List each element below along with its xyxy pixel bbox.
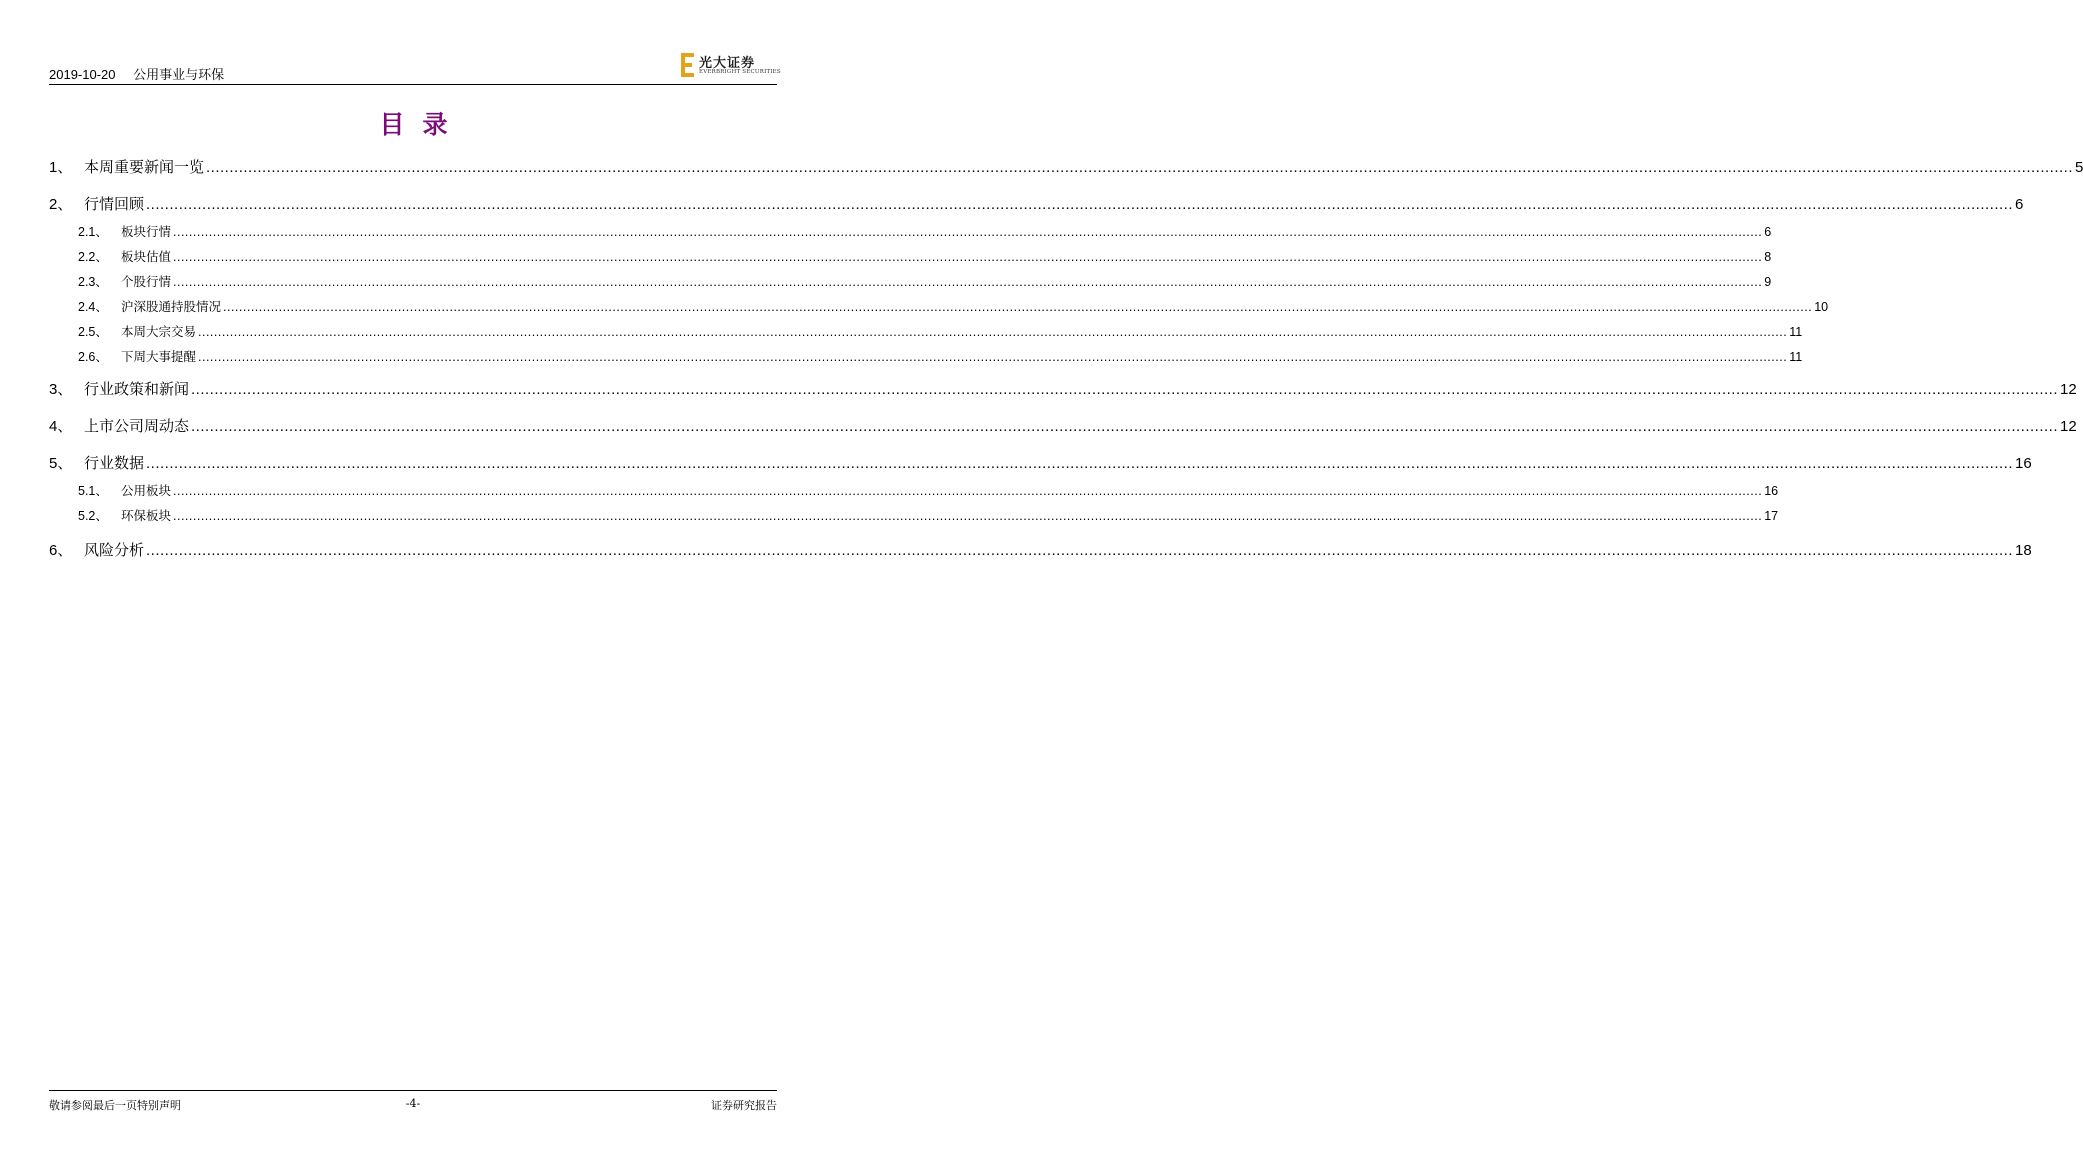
header-info bbox=[49, 64, 224, 83]
toc-entry[interactable] bbox=[78, 481, 1779, 499]
toc-entry-label: 行业数据 bbox=[84, 455, 145, 472]
toc-entry-number: 2.5、 bbox=[78, 325, 108, 339]
toc-entry-label: 行业政策和新闻 bbox=[84, 381, 190, 398]
toc-entry-number: 1、 bbox=[49, 159, 73, 176]
toc-entry-number: 5.2、 bbox=[78, 509, 108, 523]
toc-entry-page: 16 bbox=[1764, 484, 1779, 498]
toc-entry-page: 18 bbox=[2015, 542, 2032, 559]
toc-leader-dots: ................................................................................................................................................................................................................................................................................................................................................................................................................ bbox=[173, 225, 1763, 239]
page-number: -4- bbox=[405, 1097, 421, 1110]
toc-entry-page: 12 bbox=[2060, 418, 2077, 435]
toc-entry-label: 环保板块 bbox=[121, 509, 172, 523]
toc-entry-page: 10 bbox=[1814, 300, 1829, 314]
toc-entry-label: 本周重要新闻一览 bbox=[84, 159, 205, 176]
toc-entry-label: 公用板块 bbox=[121, 484, 172, 498]
toc-entry-number: 2.3、 bbox=[78, 275, 108, 289]
toc-entry[interactable] bbox=[78, 297, 1829, 315]
toc-entry-number: 2.6、 bbox=[78, 350, 108, 364]
toc-entry[interactable] bbox=[78, 272, 1772, 290]
report-category: 公用事业与环保 bbox=[133, 67, 225, 82]
report-type: 证券研究报告 bbox=[711, 1099, 777, 1112]
page-header bbox=[49, 56, 781, 85]
toc-entry[interactable] bbox=[78, 222, 1772, 240]
toc-entry-page: 17 bbox=[1764, 509, 1779, 523]
toc-entry-page: 5 bbox=[2075, 159, 2083, 176]
toc-entry-page: 11 bbox=[1789, 325, 1803, 339]
toc-leader-dots: ................................................................................................................................................................................................................................................................................................................................................................................................................ bbox=[191, 381, 2059, 398]
toc-entry-page: 16 bbox=[2015, 455, 2032, 472]
disclaimer-note: 敬请参阅最后一页特别声明 bbox=[49, 1099, 181, 1112]
toc-leader-dots: ................................................................................................................................................................................................................................................................................................................................................................................................................ bbox=[173, 275, 1763, 289]
toc-entry-label: 沪深股通持股情况 bbox=[121, 300, 222, 314]
toc-entry-page: 8 bbox=[1764, 250, 1772, 264]
toc-entry[interactable] bbox=[78, 247, 1772, 265]
everbright-logo bbox=[681, 52, 781, 80]
toc-entry-page: 6 bbox=[2015, 196, 2024, 213]
toc-entry[interactable] bbox=[78, 506, 1779, 524]
toc-entry-page: 6 bbox=[1764, 225, 1772, 239]
toc-entry-number: 5、 bbox=[49, 455, 73, 472]
toc-entry-number: 5.1、 bbox=[78, 484, 108, 498]
toc-entry-label: 下周大事提醒 bbox=[121, 350, 197, 364]
toc-entry-number: 4、 bbox=[49, 418, 73, 435]
toc-entry-page: 11 bbox=[1789, 350, 1803, 364]
toc-entry-number: 6、 bbox=[49, 542, 73, 559]
toc-entry[interactable] bbox=[49, 452, 2032, 473]
toc-entry-label: 风险分析 bbox=[84, 542, 145, 559]
toc-leader-dots: ................................................................................................................................................................................................................................................................................................................................................................................................................ bbox=[191, 418, 2059, 435]
toc-entry-page: 9 bbox=[1764, 275, 1772, 289]
toc-entry-label: 个股行情 bbox=[121, 275, 172, 289]
everbright-logo-icon bbox=[681, 53, 694, 77]
toc-entry-label: 板块估值 bbox=[121, 250, 172, 264]
toc-entry[interactable] bbox=[49, 539, 2032, 560]
toc-entry-label: 本周大宗交易 bbox=[121, 325, 197, 339]
toc-leader-dots: ................................................................................................................................................................................................................................................................................................................................................................................................................ bbox=[146, 455, 2014, 472]
toc-leader-dots: ................................................................................................................................................................................................................................................................................................................................................................................................................ bbox=[173, 509, 1763, 523]
toc-leader-dots: ................................................................................................................................................................................................................................................................................................................................................................................................................ bbox=[198, 325, 1788, 339]
toc-entry[interactable] bbox=[49, 156, 2083, 177]
logo-chinese-name: 光大证券 bbox=[699, 56, 756, 71]
toc-leader-dots: ................................................................................................................................................................................................................................................................................................................................................................................................................ bbox=[173, 484, 1763, 498]
toc-entry-number: 2、 bbox=[49, 196, 73, 213]
toc-entry[interactable] bbox=[49, 415, 2077, 436]
toc-entry-label: 上市公司周动态 bbox=[84, 418, 190, 435]
toc-entry[interactable] bbox=[49, 378, 2077, 399]
toc-entry-number: 3、 bbox=[49, 381, 73, 398]
toc-leader-dots: ................................................................................................................................................................................................................................................................................................................................................................................................................ bbox=[206, 159, 2074, 176]
toc-entry-label: 行情回顾 bbox=[84, 196, 145, 213]
page-footer bbox=[49, 1090, 777, 1115]
toc-entry-number: 2.1、 bbox=[78, 225, 108, 239]
toc-leader-dots: ................................................................................................................................................................................................................................................................................................................................................................................................................ bbox=[198, 350, 1788, 364]
toc-entry-label: 板块行情 bbox=[121, 225, 172, 239]
toc-title: 目录 bbox=[379, 110, 466, 139]
report-date: 2019-10-20 bbox=[49, 67, 116, 82]
toc-entry[interactable] bbox=[49, 193, 2024, 214]
logo-english-name: EVERBRIGHT SECURITIES bbox=[699, 69, 781, 75]
toc-leader-dots: ................................................................................................................................................................................................................................................................................................................................................................................................................ bbox=[223, 300, 1813, 314]
toc-leader-dots: ................................................................................................................................................................................................................................................................................................................................................................................................................ bbox=[173, 250, 1763, 264]
toc-entry[interactable] bbox=[78, 322, 1803, 340]
toc-entry[interactable] bbox=[78, 347, 1803, 365]
toc-entry-page: 12 bbox=[2060, 381, 2077, 398]
toc-leader-dots: ................................................................................................................................................................................................................................................................................................................................................................................................................ bbox=[146, 196, 2014, 213]
toc-entry-number: 2.2、 bbox=[78, 250, 108, 264]
toc-leader-dots: ................................................................................................................................................................................................................................................................................................................................................................................................................ bbox=[146, 542, 2014, 559]
toc-entry-number: 2.4、 bbox=[78, 300, 108, 314]
